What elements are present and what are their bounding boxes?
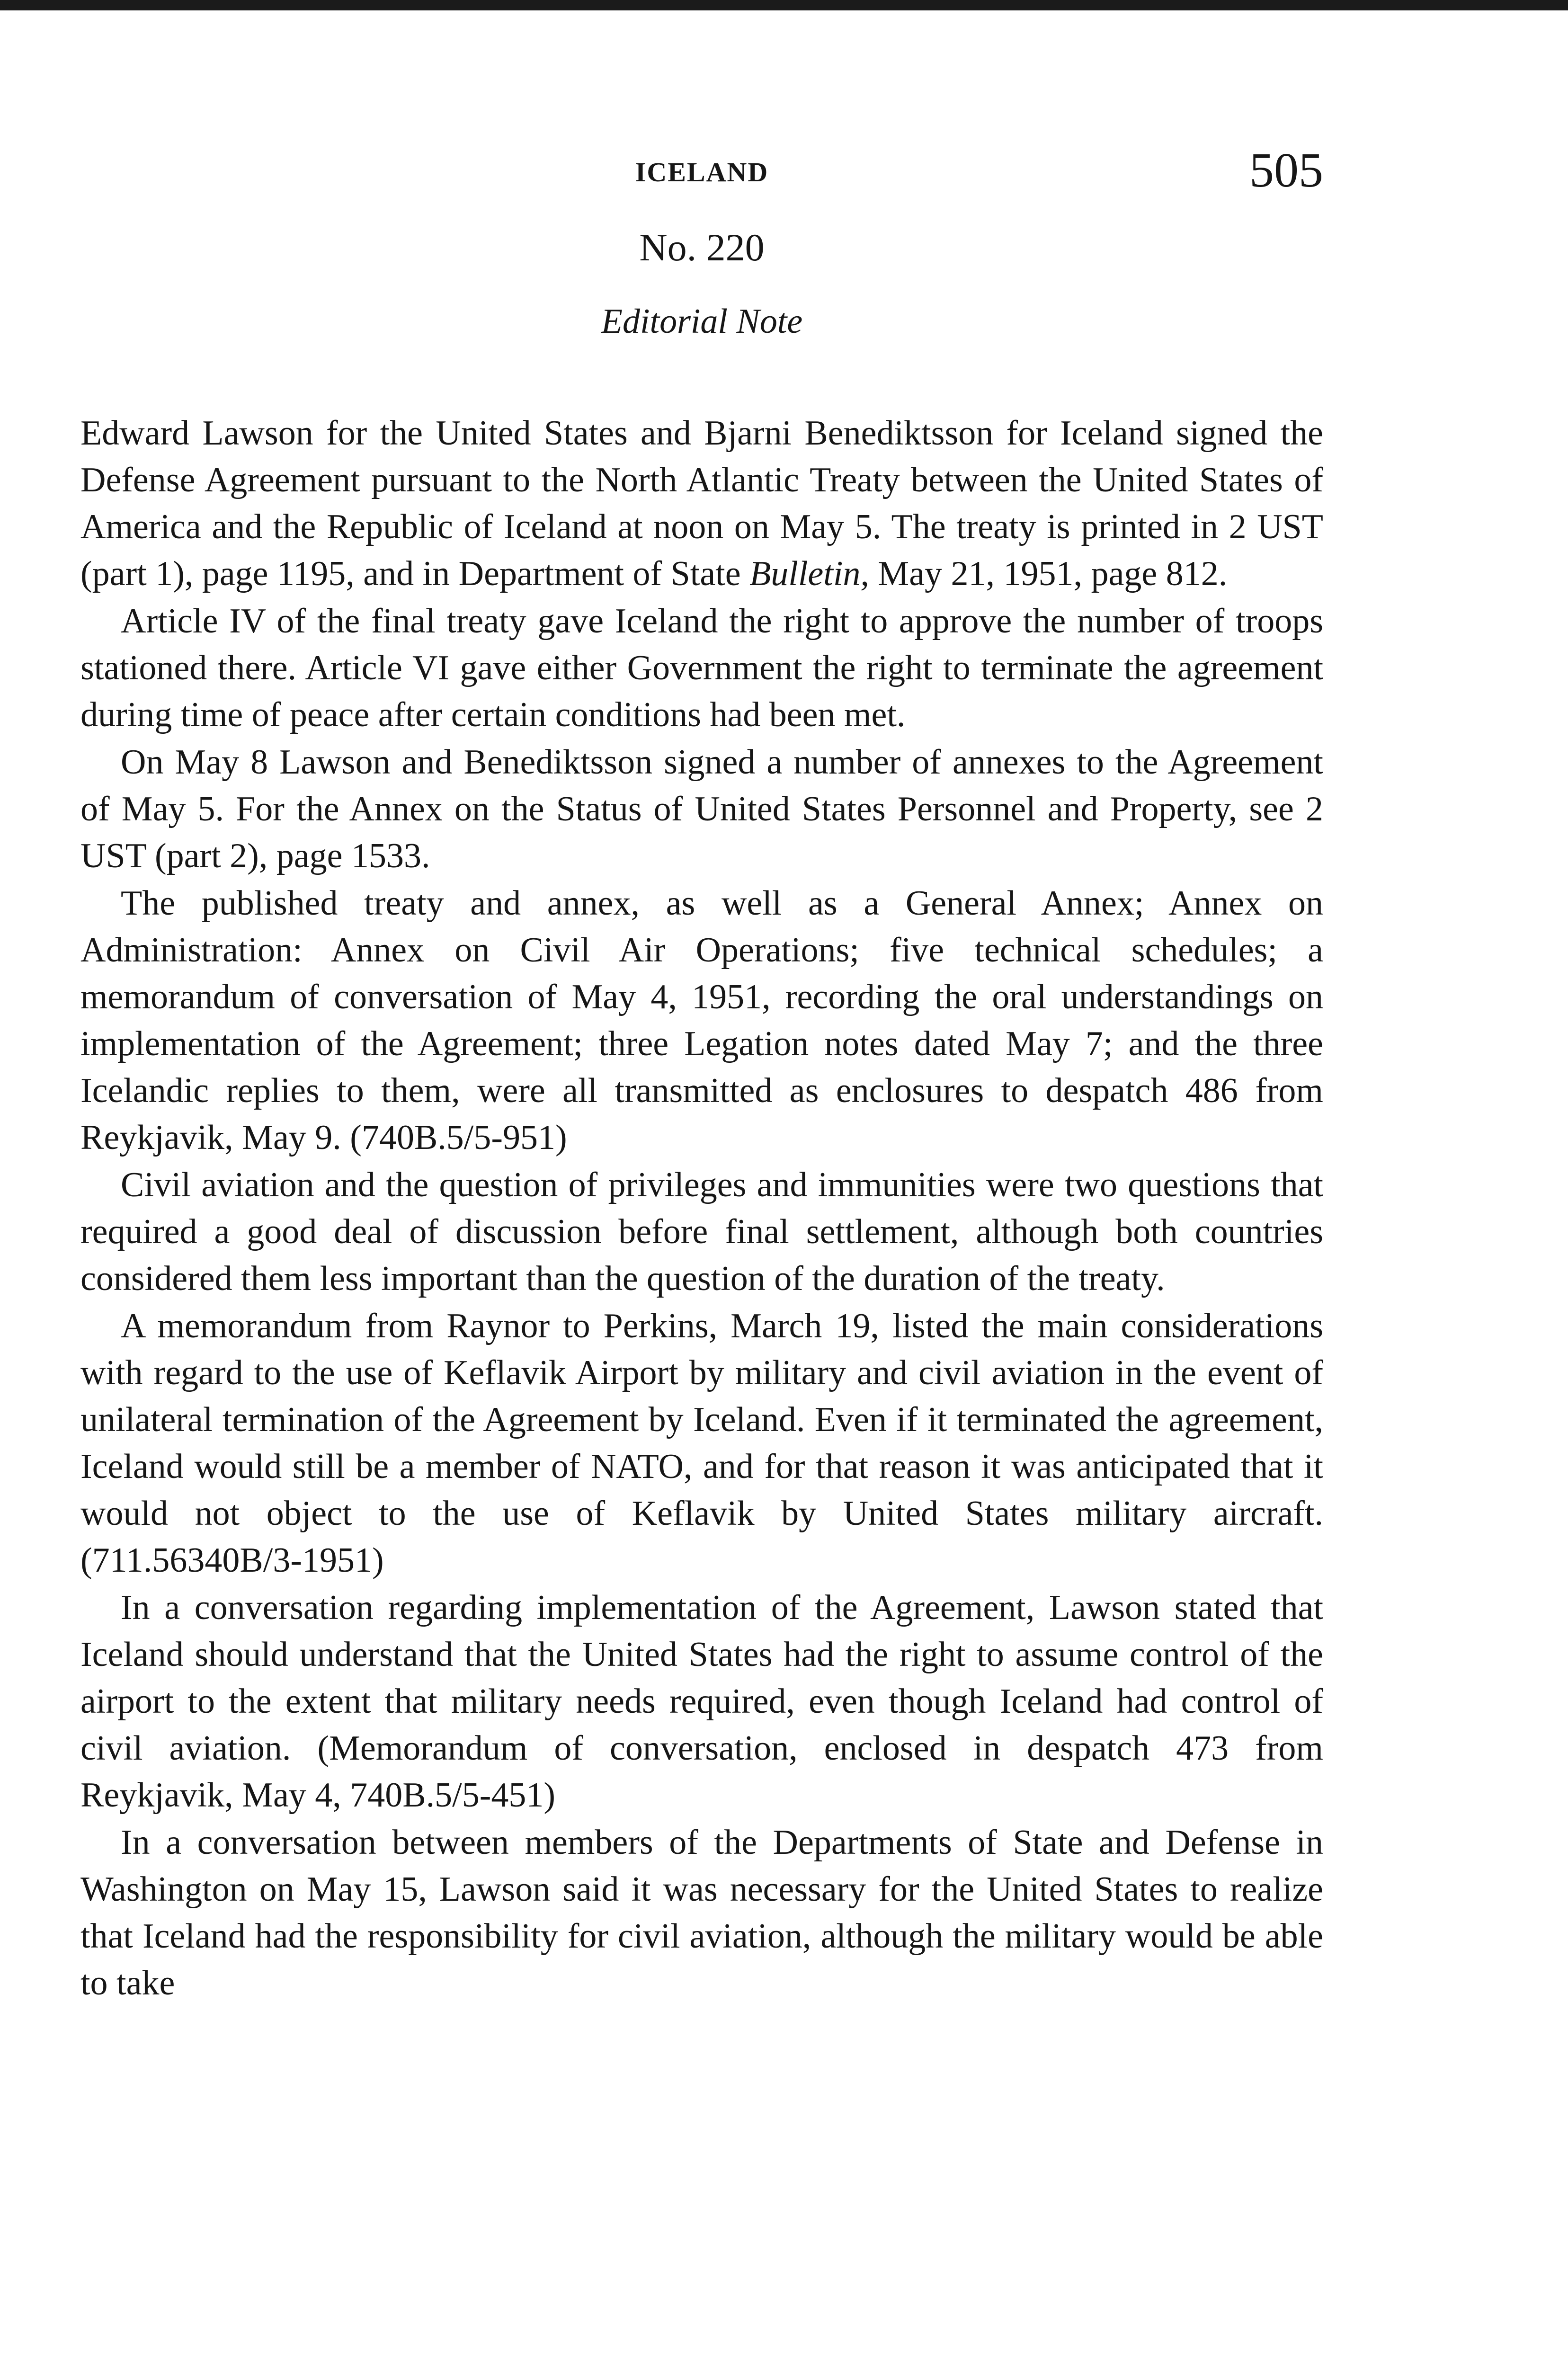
paragraph-1 (80, 410, 1323, 597)
paragraph-4: The published treaty and annex, as well as a General Annex; Annex on Administration: Annex on Civil Air Operations; five technical schedules; a memorandum of conversation of May 4, 1951, recording the oral understandings on implementation of the Agreement; three Legation notes dated May 7; and the three Icelandic replies to them, were all transmitted as enclosures to despatch 486 from Reykjavik, May 9. (740B.5/5-951) (80, 884, 1323, 1157)
document-subtitle: Editorial Note (601, 302, 803, 341)
paragraph-3: On May 8 Lawson and Benediktsson signed a number of annexes to the Agreement of May 5. For the Annex on the Status of United States Personnel and Property, see 2 UST (part 2), page 1533. (80, 743, 1323, 875)
document-page (80, 142, 1323, 2007)
paragraph-5: Civil aviation and the question of privileges and immunities were two questions that required a good deal of discussion before final settlement, although both countries considered them less important than the question of the duration of the treaty. (80, 1166, 1323, 1298)
paragraph-1-text-a: Edward Lawson for the United States and Bjarni Benediktsson for Iceland signed the Defense Agreement pursuant to the North Atlantic Treaty between the United States of America and the Republic of Iceland at noon on May 5. The treaty is printed in 2 UST (part 1), page 1195, and in Department of State (80, 414, 1323, 593)
paragraph-2: Article IV of the final treaty gave Iceland the right to approve the number of troops stationed there. Article VI gave either Government the right to terminate the agreement during time of peace after certain conditions had been met. (80, 602, 1323, 734)
page-number: 505 (1249, 143, 1323, 197)
bulletin-title: Bulletin, (749, 554, 869, 593)
body-text (80, 410, 1323, 2007)
paragraph-6: A memorandum from Raynor to Perkins, March 19, listed the main considerations with regard to the use of Keflavik Airport by military and civil aviation in the event of unilateral termination of the Agreement by Iceland. Even if it terminated the agreement, Iceland would still be a member of NATO, and for that reason it was anticipated that it would not object to the use of Keflavik by United States military aircraft. (711.56340B/3-1951) (80, 1307, 1323, 1580)
paragraph-7: In a conversation regarding implementation of the Agreement, Lawson stated that Iceland should understand that the United States had the right to assume control of the airport to the extent that military needs required, even though Iceland had control of civil aviation. (Memorandum of conversation, enclosed in despatch 473 from Reykjavik, May 4, 740B.5/5-451) (80, 1588, 1323, 1815)
page-top-edge (0, 0, 1568, 10)
document-number: No. 220 (639, 226, 765, 269)
running-header (80, 142, 1323, 199)
paragraph-8: In a conversation between members of the Departments of State and Defense in Washington on May 15, Lawson said it was necessary for the United States to realize that Iceland had the responsibility for civil aviation, although the military would be able to take (80, 1823, 1323, 2002)
paragraph-1-text-b: May 21, 1951, page 812. (869, 554, 1228, 593)
running-title: ICELAND (635, 157, 769, 187)
